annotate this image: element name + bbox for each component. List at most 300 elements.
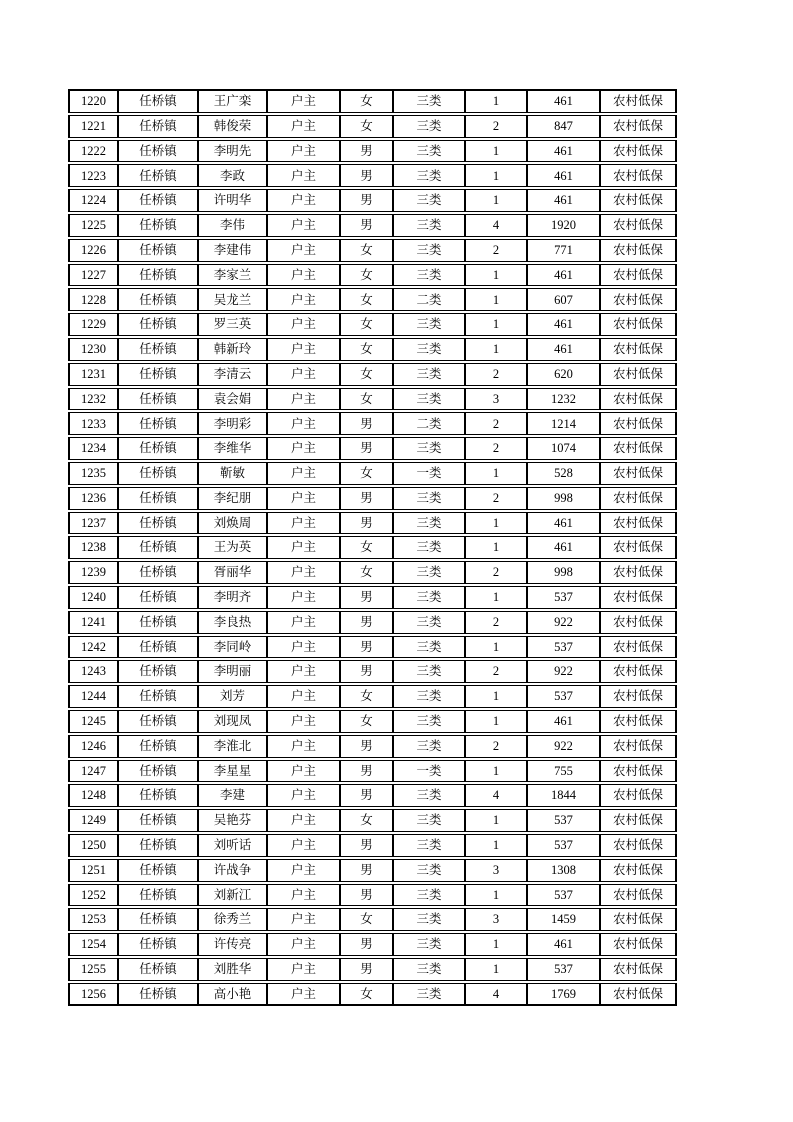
cell-assistance-type: 农村低保 [600,264,677,287]
table-row [68,239,677,262]
cell-assistance-type: 农村低保 [600,660,677,683]
cell-category: 三类 [393,437,465,460]
cell-row-number: 1233 [68,412,118,435]
cell-relation-to-head: 户主 [267,710,340,733]
cell-gender: 男 [340,164,393,187]
cell-gender: 女 [340,462,393,485]
cell-name: 李良热 [198,611,267,634]
cell-assistance-type: 农村低保 [600,89,677,113]
cell-assistance-type: 农村低保 [600,735,677,758]
cell-category: 三类 [393,834,465,857]
cell-gender: 女 [340,536,393,559]
cell-person-count: 1 [465,189,527,212]
cell-category: 三类 [393,536,465,559]
cell-name: 王广栾 [198,89,267,113]
cell-town: 任桥镇 [118,685,198,708]
cell-gender: 男 [340,214,393,237]
cell-town: 任桥镇 [118,611,198,634]
cell-amount: 461 [527,89,600,113]
cell-relation-to-head: 户主 [267,214,340,237]
cell-name: 李明齐 [198,586,267,609]
cell-amount: 1232 [527,388,600,411]
cell-relation-to-head: 户主 [267,760,340,783]
cell-name: 李建 [198,784,267,807]
cell-relation-to-head: 户主 [267,412,340,435]
cell-amount: 461 [527,164,600,187]
cell-name: 刘听话 [198,834,267,857]
cell-person-count: 1 [465,536,527,559]
cell-town: 任桥镇 [118,89,198,113]
cell-assistance-type: 农村低保 [600,611,677,634]
table-row [68,214,677,237]
cell-row-number: 1235 [68,462,118,485]
cell-amount: 461 [527,536,600,559]
cell-assistance-type: 农村低保 [600,784,677,807]
cell-name: 韩俊荣 [198,115,267,138]
cell-amount: 998 [527,561,600,584]
cell-relation-to-head: 户主 [267,536,340,559]
cell-amount: 922 [527,660,600,683]
cell-amount: 998 [527,487,600,510]
cell-row-number: 1238 [68,536,118,559]
cell-town: 任桥镇 [118,561,198,584]
cell-town: 任桥镇 [118,388,198,411]
table-row [68,288,677,311]
cell-town: 任桥镇 [118,214,198,237]
cell-town: 任桥镇 [118,288,198,311]
cell-category: 三类 [393,388,465,411]
cell-amount: 537 [527,586,600,609]
cell-town: 任桥镇 [118,412,198,435]
cell-category: 三类 [393,512,465,535]
cell-assistance-type: 农村低保 [600,983,677,1007]
table-row [68,685,677,708]
cell-gender: 男 [340,412,393,435]
cell-name: 靳敏 [198,462,267,485]
cell-name: 刘现凤 [198,710,267,733]
cell-category: 三类 [393,933,465,956]
cell-amount: 1769 [527,983,600,1007]
cell-row-number: 1242 [68,636,118,659]
cell-gender: 女 [340,710,393,733]
cell-category: 三类 [393,189,465,212]
cell-relation-to-head: 户主 [267,636,340,659]
cell-gender: 女 [340,115,393,138]
cell-amount: 1074 [527,437,600,460]
cell-person-count: 1 [465,338,527,361]
cell-category: 三类 [393,809,465,832]
cell-amount: 528 [527,462,600,485]
cell-town: 任桥镇 [118,859,198,882]
cell-relation-to-head: 户主 [267,685,340,708]
cell-gender: 男 [340,784,393,807]
cell-name: 刘焕周 [198,512,267,535]
cell-name: 李纪朋 [198,487,267,510]
cell-person-count: 3 [465,388,527,411]
cell-row-number: 1248 [68,784,118,807]
cell-person-count: 1 [465,760,527,783]
cell-row-number: 1220 [68,89,118,113]
cell-amount: 771 [527,239,600,262]
cell-category: 三类 [393,784,465,807]
cell-category: 三类 [393,115,465,138]
cell-town: 任桥镇 [118,636,198,659]
cell-person-count: 1 [465,140,527,163]
cell-relation-to-head: 户主 [267,859,340,882]
cell-name: 刘芳 [198,685,267,708]
cell-person-count: 2 [465,487,527,510]
cell-category: 三类 [393,239,465,262]
cell-amount: 922 [527,611,600,634]
cell-assistance-type: 农村低保 [600,189,677,212]
cell-row-number: 1237 [68,512,118,535]
cell-name: 李星星 [198,760,267,783]
cell-relation-to-head: 户主 [267,735,340,758]
table-row [68,89,677,113]
cell-town: 任桥镇 [118,512,198,535]
table-body [68,89,677,1006]
cell-person-count: 4 [465,784,527,807]
cell-category: 三类 [393,884,465,907]
table-row [68,338,677,361]
cell-amount: 847 [527,115,600,138]
cell-name: 李维华 [198,437,267,460]
cell-row-number: 1241 [68,611,118,634]
cell-relation-to-head: 户主 [267,363,340,386]
table-row [68,586,677,609]
cell-category: 三类 [393,636,465,659]
cell-name: 李政 [198,164,267,187]
cell-gender: 男 [340,760,393,783]
cell-gender: 男 [340,933,393,956]
cell-assistance-type: 农村低保 [600,462,677,485]
cell-town: 任桥镇 [118,908,198,931]
table-row [68,437,677,460]
cell-assistance-type: 农村低保 [600,437,677,460]
cell-town: 任桥镇 [118,710,198,733]
cell-amount: 461 [527,313,600,336]
cell-assistance-type: 农村低保 [600,958,677,981]
cell-gender: 男 [340,140,393,163]
cell-gender: 男 [340,636,393,659]
cell-category: 三类 [393,140,465,163]
cell-person-count: 1 [465,164,527,187]
cell-gender: 女 [340,363,393,386]
cell-amount: 461 [527,338,600,361]
table-row [68,388,677,411]
cell-amount: 1920 [527,214,600,237]
cell-category: 二类 [393,288,465,311]
cell-relation-to-head: 户主 [267,338,340,361]
table-row [68,363,677,386]
cell-assistance-type: 农村低保 [600,933,677,956]
cell-name: 李同岭 [198,636,267,659]
cell-name: 李建伟 [198,239,267,262]
cell-gender: 女 [340,338,393,361]
table-row [68,512,677,535]
cell-row-number: 1247 [68,760,118,783]
cell-amount: 537 [527,636,600,659]
table-row [68,908,677,931]
cell-relation-to-head: 户主 [267,611,340,634]
cell-gender: 男 [340,586,393,609]
cell-category: 三类 [393,264,465,287]
cell-relation-to-head: 户主 [267,958,340,981]
cell-row-number: 1224 [68,189,118,212]
cell-gender: 女 [340,561,393,584]
cell-relation-to-head: 户主 [267,809,340,832]
cell-assistance-type: 农村低保 [600,834,677,857]
cell-person-count: 4 [465,983,527,1007]
table-row [68,164,677,187]
cell-amount: 755 [527,760,600,783]
cell-town: 任桥镇 [118,264,198,287]
cell-row-number: 1252 [68,884,118,907]
cell-amount: 461 [527,264,600,287]
cell-category: 一类 [393,760,465,783]
table-row [68,487,677,510]
cell-assistance-type: 农村低保 [600,586,677,609]
cell-category: 三类 [393,561,465,584]
cell-person-count: 2 [465,735,527,758]
table-row [68,115,677,138]
table-row [68,313,677,336]
cell-name: 李清云 [198,363,267,386]
cell-gender: 男 [340,660,393,683]
cell-category: 三类 [393,983,465,1007]
cell-person-count: 1 [465,933,527,956]
cell-assistance-type: 农村低保 [600,710,677,733]
table-row [68,412,677,435]
cell-gender: 男 [340,437,393,460]
cell-assistance-type: 农村低保 [600,908,677,931]
cell-assistance-type: 农村低保 [600,859,677,882]
cell-assistance-type: 农村低保 [600,561,677,584]
cell-town: 任桥镇 [118,437,198,460]
benefits-roster-table [68,87,677,1008]
cell-amount: 922 [527,735,600,758]
cell-town: 任桥镇 [118,164,198,187]
cell-relation-to-head: 户主 [267,933,340,956]
cell-name: 袁会娟 [198,388,267,411]
table-row [68,561,677,584]
cell-name: 李明丽 [198,660,267,683]
table-row [68,462,677,485]
cell-gender: 女 [340,288,393,311]
cell-person-count: 1 [465,512,527,535]
cell-person-count: 1 [465,834,527,857]
cell-row-number: 1251 [68,859,118,882]
table-row [68,611,677,634]
cell-amount: 461 [527,933,600,956]
cell-assistance-type: 农村低保 [600,487,677,510]
cell-gender: 女 [340,239,393,262]
table-row [68,809,677,832]
cell-assistance-type: 农村低保 [600,140,677,163]
cell-assistance-type: 农村低保 [600,388,677,411]
table-row [68,958,677,981]
cell-relation-to-head: 户主 [267,288,340,311]
cell-row-number: 1230 [68,338,118,361]
cell-relation-to-head: 户主 [267,388,340,411]
cell-name: 罗三英 [198,313,267,336]
cell-name: 李伟 [198,214,267,237]
cell-relation-to-head: 户主 [267,437,340,460]
cell-row-number: 1221 [68,115,118,138]
cell-category: 三类 [393,660,465,683]
cell-category: 一类 [393,462,465,485]
cell-name: 吴艳芬 [198,809,267,832]
cell-person-count: 2 [465,561,527,584]
cell-person-count: 2 [465,115,527,138]
cell-person-count: 2 [465,239,527,262]
cell-town: 任桥镇 [118,115,198,138]
cell-person-count: 1 [465,264,527,287]
table-row [68,536,677,559]
roster-table-container [68,87,677,1008]
cell-assistance-type: 农村低保 [600,809,677,832]
cell-person-count: 1 [465,710,527,733]
table-row [68,660,677,683]
cell-name: 徐秀兰 [198,908,267,931]
cell-row-number: 1243 [68,660,118,683]
cell-row-number: 1254 [68,933,118,956]
cell-amount: 461 [527,189,600,212]
cell-gender: 男 [340,487,393,510]
table-row [68,140,677,163]
cell-name: 李淮北 [198,735,267,758]
cell-person-count: 2 [465,611,527,634]
cell-row-number: 1236 [68,487,118,510]
cell-assistance-type: 农村低保 [600,164,677,187]
cell-row-number: 1229 [68,313,118,336]
cell-town: 任桥镇 [118,809,198,832]
cell-person-count: 2 [465,412,527,435]
cell-name: 胥丽华 [198,561,267,584]
cell-relation-to-head: 户主 [267,487,340,510]
cell-relation-to-head: 户主 [267,660,340,683]
cell-category: 三类 [393,89,465,113]
cell-town: 任桥镇 [118,189,198,212]
cell-person-count: 1 [465,586,527,609]
cell-person-count: 2 [465,437,527,460]
cell-category: 三类 [393,586,465,609]
cell-category: 三类 [393,685,465,708]
cell-relation-to-head: 户主 [267,89,340,113]
cell-gender: 男 [340,834,393,857]
cell-name: 吴龙兰 [198,288,267,311]
cell-person-count: 1 [465,313,527,336]
cell-relation-to-head: 户主 [267,115,340,138]
cell-name: 韩新玲 [198,338,267,361]
cell-name: 李明彩 [198,412,267,435]
table-row [68,189,677,212]
cell-town: 任桥镇 [118,735,198,758]
cell-row-number: 1234 [68,437,118,460]
cell-amount: 607 [527,288,600,311]
cell-category: 三类 [393,214,465,237]
cell-person-count: 1 [465,685,527,708]
cell-gender: 男 [340,611,393,634]
cell-amount: 1844 [527,784,600,807]
cell-name: 刘新江 [198,884,267,907]
cell-relation-to-head: 户主 [267,784,340,807]
cell-amount: 461 [527,140,600,163]
cell-name: 高小艳 [198,983,267,1007]
cell-gender: 女 [340,264,393,287]
cell-town: 任桥镇 [118,958,198,981]
cell-category: 三类 [393,487,465,510]
table-row [68,933,677,956]
cell-person-count: 3 [465,908,527,931]
cell-town: 任桥镇 [118,884,198,907]
cell-name: 刘胜华 [198,958,267,981]
cell-town: 任桥镇 [118,239,198,262]
cell-relation-to-head: 户主 [267,239,340,262]
cell-town: 任桥镇 [118,536,198,559]
cell-assistance-type: 农村低保 [600,412,677,435]
cell-person-count: 1 [465,288,527,311]
cell-name: 许明华 [198,189,267,212]
table-row [68,735,677,758]
cell-town: 任桥镇 [118,487,198,510]
cell-person-count: 4 [465,214,527,237]
cell-gender: 女 [340,809,393,832]
cell-category: 三类 [393,363,465,386]
cell-relation-to-head: 户主 [267,264,340,287]
cell-assistance-type: 农村低保 [600,512,677,535]
cell-category: 三类 [393,338,465,361]
cell-person-count: 1 [465,884,527,907]
cell-assistance-type: 农村低保 [600,685,677,708]
cell-town: 任桥镇 [118,338,198,361]
cell-row-number: 1227 [68,264,118,287]
cell-name: 李家兰 [198,264,267,287]
cell-gender: 男 [340,512,393,535]
cell-assistance-type: 农村低保 [600,313,677,336]
cell-person-count: 3 [465,859,527,882]
cell-town: 任桥镇 [118,313,198,336]
cell-person-count: 1 [465,636,527,659]
cell-town: 任桥镇 [118,784,198,807]
cell-town: 任桥镇 [118,760,198,783]
table-row [68,834,677,857]
cell-town: 任桥镇 [118,586,198,609]
cell-row-number: 1245 [68,710,118,733]
cell-town: 任桥镇 [118,140,198,163]
cell-category: 三类 [393,313,465,336]
cell-relation-to-head: 户主 [267,164,340,187]
cell-assistance-type: 农村低保 [600,239,677,262]
cell-gender: 男 [340,735,393,758]
table-row [68,784,677,807]
cell-gender: 男 [340,189,393,212]
cell-assistance-type: 农村低保 [600,363,677,386]
cell-relation-to-head: 户主 [267,313,340,336]
cell-row-number: 1249 [68,809,118,832]
cell-row-number: 1250 [68,834,118,857]
cell-assistance-type: 农村低保 [600,760,677,783]
cell-gender: 男 [340,884,393,907]
cell-amount: 1459 [527,908,600,931]
cell-relation-to-head: 户主 [267,908,340,931]
cell-gender: 女 [340,983,393,1007]
cell-category: 三类 [393,908,465,931]
cell-row-number: 1240 [68,586,118,609]
cell-relation-to-head: 户主 [267,561,340,584]
table-row [68,264,677,287]
cell-relation-to-head: 户主 [267,462,340,485]
